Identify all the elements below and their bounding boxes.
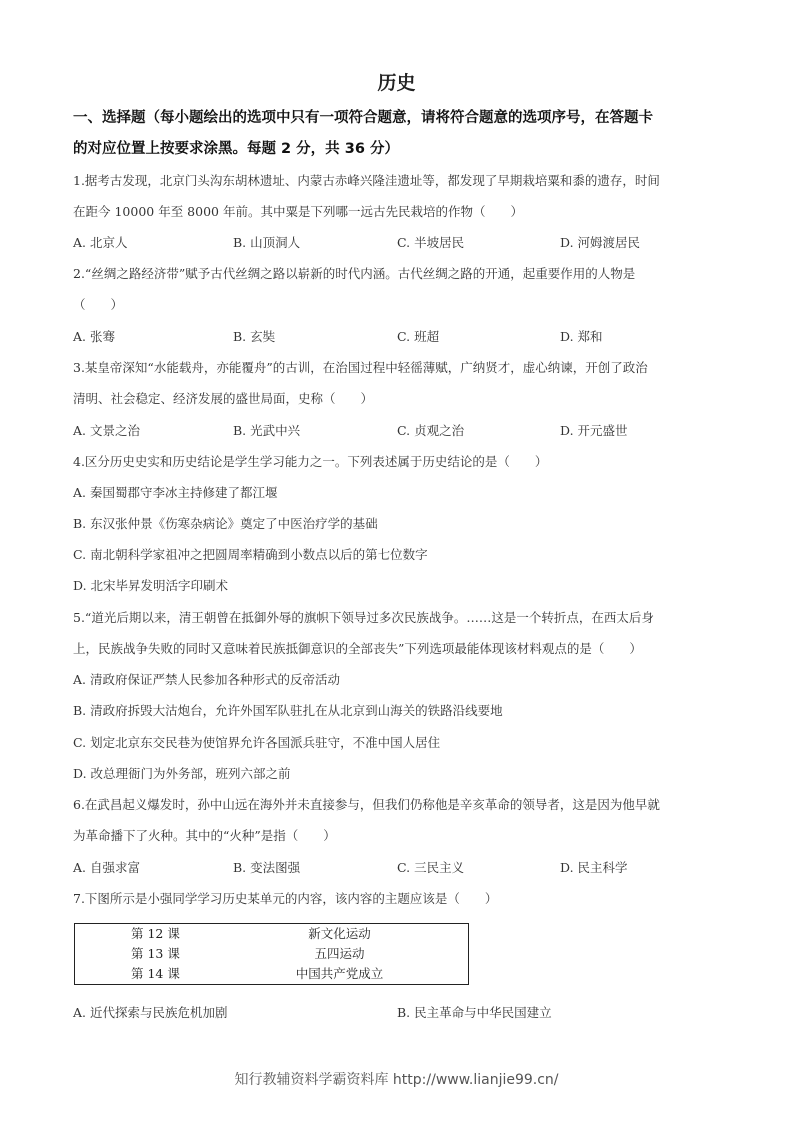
question-7-option-a: A. 近代探索与民族危机加剧 [73,1005,228,1020]
question-6-option-a: A. 自强求富 [73,860,140,875]
question-5-option-d: D. 改总理衙门为外务部，班列六部之前 [73,766,291,781]
question-1-line-2: 在距今 10000 年至 8000 年前。其中粟是下列哪一远古先民栽培的作物（ ） [73,204,523,219]
question-3-option-a: A. 文景之治 [73,423,140,438]
question-2-line-2: （ ） [73,297,124,312]
footer-watermark-text: 知行教辅资料学霸资料库 http://www.lianjie99.cn/ [234,1072,559,1088]
table-row [75,944,469,964]
page-title: 历史 [377,72,416,94]
question-5-option-a: A. 清政府保证严禁人民参加各种形式的反帝活动 [73,672,340,687]
question-1-option-d: D. 河姆渡居民 [560,235,641,250]
question-5-line-2: 上，民族战争失败的同时又意味着民族抵御意识的全部丧失”下列选项最能体现该材料观点的是（ ） [73,641,642,656]
question-4-option-c: C. 南北朝科学家祖冲之把圆周率精确到小数点以后的第七位数字 [73,547,428,562]
question-6-line-2: 为革命播下了火种。其中的“火种”是指（ ） [73,828,336,843]
question-4-line-1: 4.区分历史史实和历史结论是学生学习能力之一。下列表述属于历史结论的是（ ） [73,454,548,469]
question-2-option-b: B. 玄奘 [233,329,276,344]
question-5-option-b: B. 清政府拆毁大沽炮台，允许外国军队驻扎在从北京到山海关的铁路沿线要地 [73,703,503,718]
question-3-option-c: C. 贞观之治 [397,423,465,438]
lesson-number: 第 14 课 [131,966,180,981]
question-2-option-a: A. 张骞 [73,329,115,344]
table-row [75,964,469,985]
lesson-topic: 新文化运动 [308,926,371,941]
unit-content-table [74,923,469,985]
question-2-option-d: D. 郑和 [560,329,603,344]
question-6-option-d: D. 民主科学 [560,860,628,875]
question-7-line-1: 7.下图所示是小强同学学习历史某单元的内容，该内容的主题应该是（ ） [73,891,498,906]
question-4-option-b: B. 东汉张仲景《伤寒杂病论》奠定了中医治疗学的基础 [73,516,378,531]
question-1-option-a: A. 北京人 [73,235,128,250]
question-5-line-1: 5.“道光后期以来，清王朝曾在抵御外辱的旗帜下领导过多次民族战争。……这是一个转折点，在西太后身 [73,610,654,625]
question-3-option-b: B. 光武中兴 [233,423,301,438]
question-1-option-c: C. 半坡居民 [397,235,465,250]
question-4-option-a: A. 秦国蜀郡守李冰主持修建了都江堰 [73,485,278,500]
lesson-number: 第 13 课 [131,946,180,961]
question-3-line-1: 3.某皇帝深知“水能载舟，亦能覆舟”的古训，在治国过程中轻徭薄赋，广纳贤才，虚心纳谏，开创了政治 [73,360,648,375]
question-3-line-2: 清明、社会稳定、经济发展的盛世局面，史称（ ） [73,391,374,406]
lesson-topic: 中国共产党成立 [295,966,384,981]
section-heading-line-2: 的对应位置上按要求涂黑。每题 2 分，共 36 分） [73,141,399,157]
question-2-option-c: C. 班超 [397,329,440,344]
section-heading-line-1: 一、选择题（每小题绘出的选项中只有一项符合题意，请将符合题意的选项序号，在答题卡 [73,110,653,126]
question-4-option-d: D. 北宋毕昇发明活字印刷术 [73,578,229,593]
question-2-line-1: 2.“丝绸之路经济带”赋予古代丝绸之路以崭新的时代内涵。古代丝绸之路的开通，起重要作用的人物是 [73,266,636,281]
question-1-option-b: B. 山顶洞人 [233,235,301,250]
question-7-option-b: B. 民主革命与中华民国建立 [397,1005,552,1020]
lesson-topic: 五四运动 [314,946,365,961]
question-3-option-d: D. 开元盛世 [560,423,628,438]
table-row [75,924,469,945]
question-6-option-b: B. 变法图强 [233,860,301,875]
question-5-option-c: C. 划定北京东交民巷为使馆界允许各国派兵驻守，不准中国人居住 [73,735,441,750]
question-6-option-c: C. 三民主义 [397,860,465,875]
question-6-line-1: 6.在武昌起义爆发时，孙中山远在海外并未直接参与，但我们仍称他是辛亥革命的领导者，这是因为他早就 [73,797,660,812]
lesson-number: 第 12 课 [131,926,180,941]
question-1-line-1: 1.据考古发现，北京门头沟东胡林遗址、内蒙古赤峰兴隆洼遗址等，都发现了早期栽培粟和黍的遗存，时间 [73,173,660,188]
